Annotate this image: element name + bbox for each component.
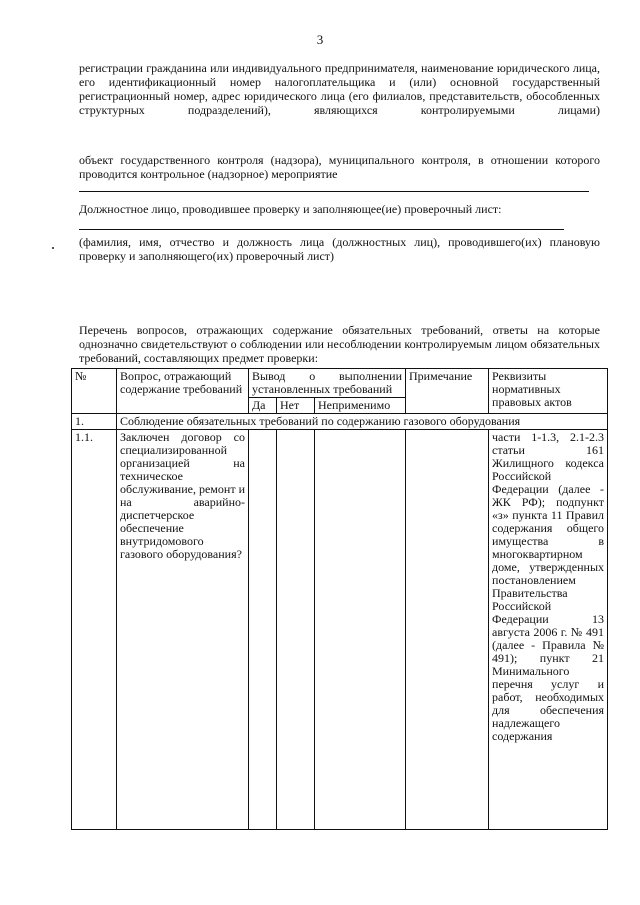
intro-paragraph: регистрации гражданина или индивидуального предпринимателя, наименование юридического лица, его идентификационный номер налогоплательщика и (или) основной государственный регистрационный номер, адрес юридического лица (его филиалов, представительств, обособленных структурных подразделений), являющихся контролируемыми лицами): [79, 61, 600, 117]
row-note-cell: [406, 430, 489, 830]
section-title: Соблюдение обязательных требований по содержанию газового оборудования: [117, 414, 608, 430]
list-intro: Перечень вопросов, отражающих содержание обязательных требований, ответы на которые однозначно свидетельствуют о соблюдении или несоблюдении контролируемым лицом обязательных требований, составляющих предмет проверки:: [79, 323, 600, 365]
header-question: Вопрос, отражающий содержание требований: [117, 369, 249, 414]
official-underline: [79, 229, 564, 230]
row-not-applicable-cell: [315, 430, 406, 830]
row-no-cell: [277, 430, 315, 830]
header-requisites: Реквизиты нормативных правовых актов: [489, 369, 608, 414]
header-number: №: [72, 369, 117, 414]
row-requisites: части 1-1.3, 2.1-2.3 статьи 161 Жилищного кодекса Российской Федерации (далее - ЖК РФ); подпункт «з» пункта 11 Правил содержания общего имущества в многоквартирном доме, утвержденных постановлением Правительства Российской Федерации 13 августа 2006 г. № 491 (далее - Правила № 491); пункт 21 Минимального перечня услуг и работ, необходимых для обеспечения надлежащего содержания: [489, 430, 608, 830]
header-yes: Да: [249, 398, 277, 414]
scan-speck: [52, 247, 54, 249]
official-label: Должностное лицо, проводившее проверку и заполняющее(ие) проверочный лист:: [79, 202, 502, 216]
row-number: 1.1.: [72, 430, 117, 830]
requirements-table: [71, 368, 608, 830]
official-caption: (фамилия, имя, отчество и должность лица (должностных лиц), проводившего(их) плановую проверку и заполняющего(их) проверочный лист): [79, 235, 600, 263]
section-number: 1.: [72, 414, 117, 430]
object-underline: [79, 191, 589, 192]
page-number: 3: [316, 32, 324, 47]
table-header-row: [72, 369, 608, 398]
row-yes-cell: [249, 430, 277, 830]
table-row: [72, 430, 608, 830]
header-note: Примечание: [406, 369, 489, 414]
section-row: [72, 414, 608, 430]
header-not-applicable: Неприменимо: [315, 398, 406, 414]
header-no: Нет: [277, 398, 315, 414]
row-question: Заключен договор со специализированной организацией на техническое обслуживание, ремонт и на аварийно-диспетчерское обеспечение внутридомового газового оборудования?: [117, 430, 249, 830]
object-paragraph: объект государственного контроля (надзора), муниципального контроля, в отношении которого проводится контрольное (надзорное) мероприятие: [79, 153, 600, 181]
header-conclusion: Вывод о выполнении установленных требований: [249, 369, 406, 398]
